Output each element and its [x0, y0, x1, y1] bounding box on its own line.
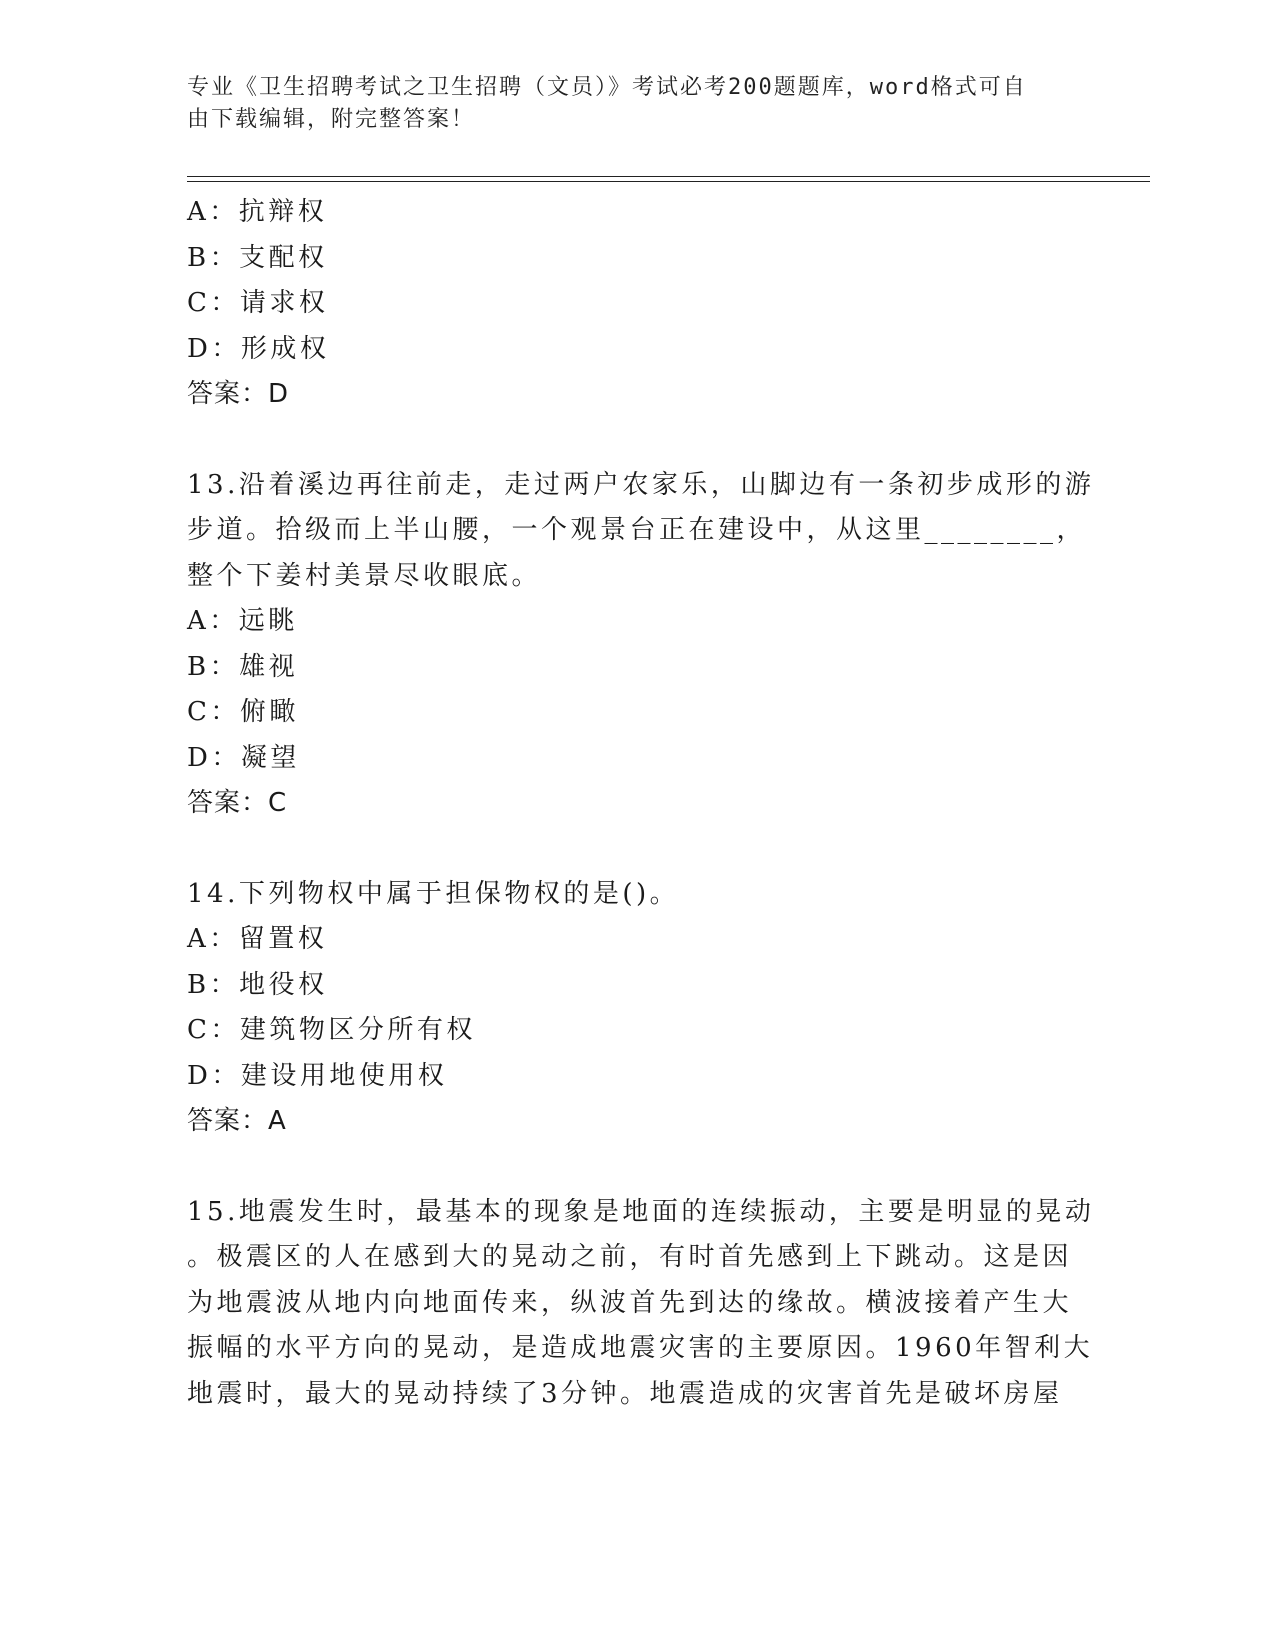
option-b: B：地役权 [187, 969, 328, 1000]
option-a: A：远眺 [187, 606, 298, 636]
option-d: D：凝望 [187, 742, 300, 773]
option-a: A：留置权 [187, 924, 328, 954]
question-text: 步道。拾级而上半山腰，一个观景台正在建设中，从这里________， [187, 515, 1087, 545]
option-c: C：建筑物区分所有权 [187, 1015, 476, 1045]
question-text: 整个下姜村美景尽收眼底。 [187, 560, 542, 591]
option-b: B：支配权 [187, 242, 328, 273]
question-14 [187, 872, 1087, 1145]
question-text: 。极震区的人在感到大的晃动之前，有时首先感到上下跳动。这是因 [187, 1242, 1073, 1272]
question-text: 15.地震发生时，最基本的现象是地面的连续振动，主要是明显的晃动 [187, 1196, 1095, 1227]
document-body [187, 190, 1095, 1417]
option-c: C：俯瞰 [187, 697, 299, 727]
header-divider-bottom [187, 181, 1150, 182]
answer: 答案：D [187, 379, 290, 409]
header-line: 由下载编辑，附完整答案！ [187, 107, 476, 132]
question-text: 地震时，最大的晃动持续了3分钟。地震造成的灾害首先是破坏房屋 [187, 1378, 1063, 1409]
question-text: 13.沿着溪边再往前走，走过两户农家乐，山脚边有一条初步成形的游 [187, 469, 1095, 500]
option-a: A：抗辩权 [187, 197, 328, 227]
option-d: D：建设用地使用权 [187, 1060, 448, 1091]
document-header [187, 72, 1067, 136]
option-c: C：请求权 [187, 288, 329, 318]
question-13 [187, 463, 1095, 827]
question-text: 振幅的水平方向的晃动，是造成地震灾害的主要原因。1960年智利大 [187, 1333, 1094, 1363]
question-text: 为地震波从地内向地面传来，纵波首先到达的缘故。横波接着产生大 [187, 1287, 1073, 1318]
question-12 [187, 190, 1087, 418]
header-divider-top [187, 176, 1150, 177]
option-b: B：雄视 [187, 651, 299, 682]
question-text: 14.下列物权中属于担保物权的是()。 [187, 878, 680, 909]
option-d: D：形成权 [187, 333, 330, 364]
answer: 答案：A [187, 1106, 287, 1136]
header-line: 专业《卫生招聘考试之卫生招聘（文员）》考试必考200题题库，word格式可自 [187, 75, 1027, 100]
question-15 [187, 1190, 1095, 1418]
answer: 答案：C [187, 788, 288, 818]
